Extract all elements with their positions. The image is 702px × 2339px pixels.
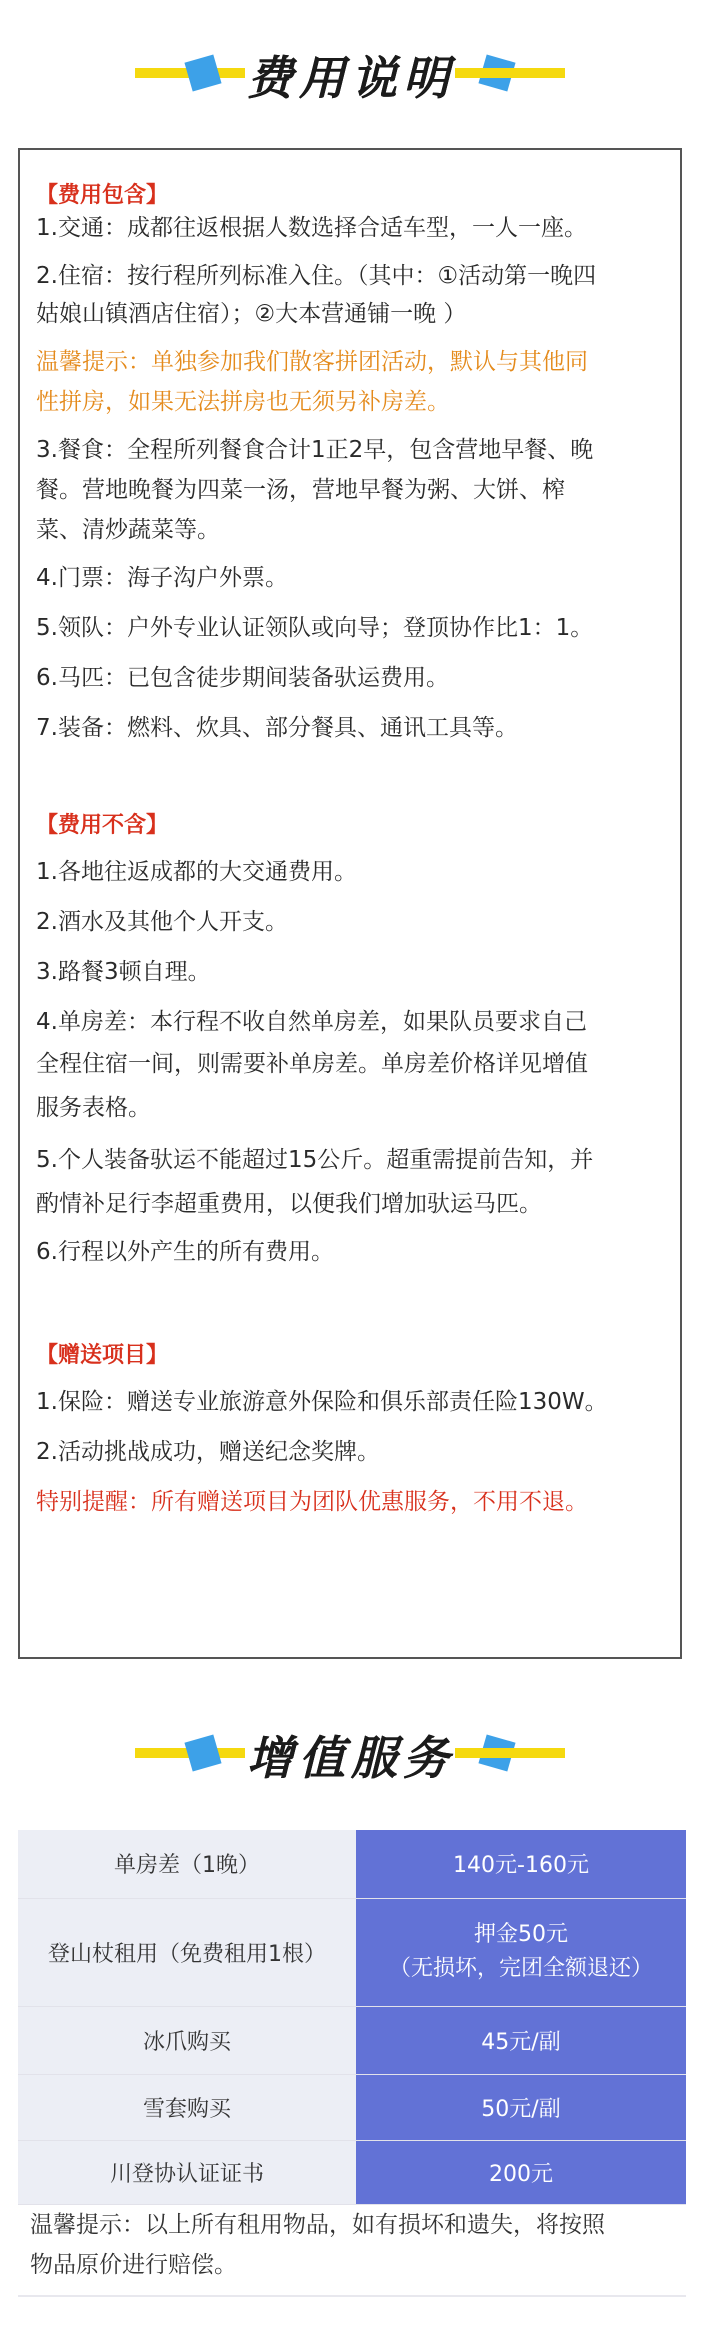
- item-cell: 雪套购买: [18, 2074, 356, 2140]
- item-cell: 单房差（1晚）: [18, 1830, 356, 1898]
- table-row: [18, 2140, 686, 2204]
- excluded-heading: 【费用不含】: [36, 813, 169, 838]
- banner-value-added: [0, 1710, 702, 1790]
- price-line: 押金50元: [474, 1922, 568, 1947]
- note-line: 物品原价进行赔偿。: [30, 2252, 237, 2278]
- excluded-line: 1.各地往返成都的大交通费用。: [36, 859, 357, 885]
- table-row: [18, 1830, 686, 1898]
- price-cell: 50元/副: [356, 2074, 686, 2140]
- included-line: 5.领队：户外专业认证领队或向导；登顶协作比1：1。: [36, 615, 594, 641]
- price-cell: [356, 1898, 686, 2006]
- price-line: （无损坏，完团全额退还）: [388, 1956, 653, 1981]
- included-line: 3.餐食：全程所列餐食合计1正2早，包含营地早餐、晚: [36, 437, 594, 463]
- excluded-line: 2.酒水及其他个人开支。: [36, 909, 288, 935]
- special-reminder: 特别提醒：所有赠送项目为团队优惠服务，不用不退。: [36, 1489, 588, 1515]
- services-table: [18, 1830, 686, 2205]
- included-line: 姑娘山镇酒店住宿）；②大本营通铺一晚 ）: [36, 301, 467, 327]
- excluded-line: 6.行程以外产生的所有费用。: [36, 1239, 334, 1265]
- included-line: 菜、清炒蔬菜等。: [36, 517, 220, 543]
- gifts-line: 2.活动挑战成功，赠送纪念奖牌。: [36, 1439, 380, 1465]
- included-line: 4.门票：海子沟户外票。: [36, 565, 288, 591]
- excluded-line: 3.路餐3顿自理。: [36, 959, 211, 985]
- excluded-line: 服务表格。: [36, 1095, 151, 1121]
- excluded-line: 酌情补足行李超重费用，以便我们增加驮运马匹。: [36, 1191, 542, 1217]
- table-row: [18, 1898, 686, 2006]
- gifts-heading: 【赠送项目】: [36, 1343, 169, 1368]
- included-line: 2.住宿：按行程所列标准入住。（其中：①活动第一晚四: [36, 263, 597, 289]
- section-title: 增值服务: [247, 1731, 455, 1785]
- fee-details-box: [18, 148, 682, 1659]
- price-cell: 200元: [356, 2140, 686, 2204]
- banner-line-right: [455, 68, 565, 78]
- included-line: 7.装备：燃料、炊具、部分餐具、通讯工具等。: [36, 715, 518, 741]
- excluded-line: 5.个人装备驮运不能超过15公斤。超重需提前告知，并: [36, 1147, 594, 1173]
- banner-line-right: [455, 1748, 565, 1758]
- note-line: 温馨提示：以上所有租用物品，如有损坏和遗失，将按照: [30, 2212, 605, 2238]
- included-line: 6.马匹：已包含徒步期间装备驮运费用。: [36, 665, 449, 691]
- excluded-line: 全程住宿一间，则需要补单房差。单房差价格详见增值: [36, 1051, 588, 1077]
- included-line: 1.交通：成都往返根据人数选择合适车型，一人一座。: [36, 215, 587, 241]
- tip-line: 性拼房，如果无法拼房也无须另补房差。: [36, 389, 450, 415]
- tip-line: 温馨提示：单独参加我们散客拼团活动，默认与其他同: [36, 349, 588, 375]
- gifts-line: 1.保险：赠送专业旅游意外保险和俱乐部责任险130W。: [36, 1389, 608, 1415]
- banner-fee-description: [0, 30, 702, 110]
- rental-note: [30, 2205, 682, 2285]
- excluded-line: 4.单房差：本行程不收自然单房差，如果队员要求自己: [36, 1009, 587, 1035]
- table-row: [18, 2006, 686, 2074]
- section-title: 费用说明: [247, 51, 455, 105]
- price-cell: 140元-160元: [356, 1830, 686, 1898]
- price-cell: 45元/副: [356, 2006, 686, 2074]
- table-row: [18, 2074, 686, 2140]
- item-cell: 冰爪购买: [18, 2006, 356, 2074]
- item-cell: 川登协认证证书: [18, 2140, 356, 2204]
- included-line: 餐。营地晚餐为四菜一汤，营地早餐为粥、大饼、榨: [36, 477, 565, 503]
- included-heading: 【费用包含】: [36, 183, 169, 208]
- item-cell: 登山杖租用（免费租用1根）: [18, 1898, 356, 2006]
- bottom-divider: [18, 2295, 686, 2297]
